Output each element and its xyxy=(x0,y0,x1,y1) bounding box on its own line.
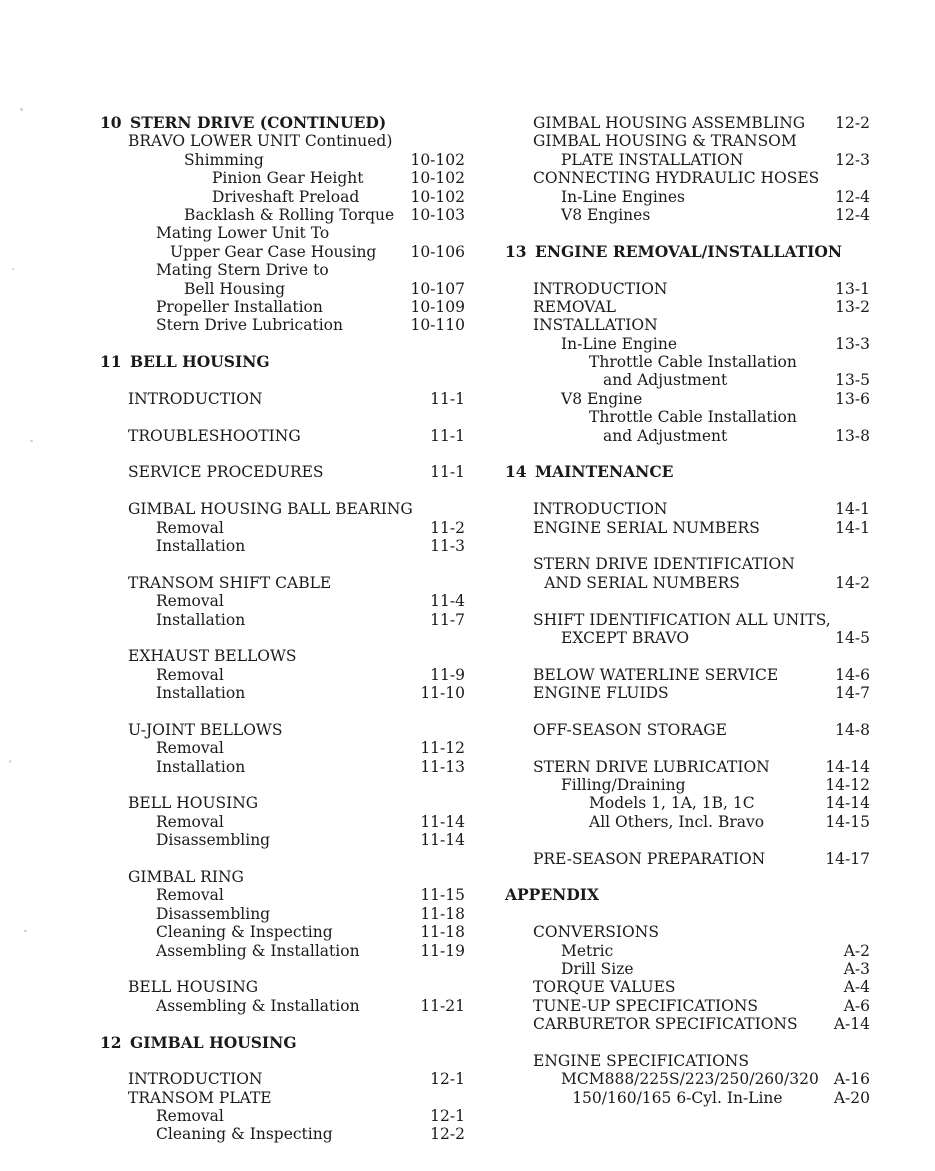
entry-title: STERN DRIVE LUBRICATION xyxy=(533,757,770,776)
page-number: 10-106 xyxy=(410,242,465,261)
spacer xyxy=(505,592,870,610)
toc-entry xyxy=(100,611,465,629)
page-number: A-6 xyxy=(843,996,870,1015)
entry-title: CARBURETOR SPECIFICATIONS xyxy=(533,1015,798,1034)
toc-left-column xyxy=(100,114,465,1144)
spacer xyxy=(100,482,465,500)
entry-title: INTRODUCTION xyxy=(128,389,263,408)
page-number: 11-18 xyxy=(420,904,465,923)
toc-entry xyxy=(100,831,465,849)
entry-title: Mating Lower Unit To xyxy=(156,224,330,243)
entry-title: Removal xyxy=(156,739,224,758)
entry-title: INTRODUCTION xyxy=(533,279,668,298)
page-number: 11-4 xyxy=(430,592,465,611)
page-number: 14-8 xyxy=(835,720,870,739)
section-number: 13 xyxy=(505,241,527,261)
entry-title: Backlash & Rolling Torque xyxy=(184,205,395,224)
entry-title: Removal xyxy=(156,1107,224,1126)
page-number: 12-4 xyxy=(835,187,870,206)
toc-entry xyxy=(100,132,465,150)
page-number: 14-1 xyxy=(835,500,870,519)
page-number: 11-19 xyxy=(420,941,465,960)
entry-title: In-Line Engine xyxy=(561,334,678,353)
toc-entry xyxy=(505,923,870,941)
entry-title: Metric xyxy=(561,941,614,960)
toc-entry xyxy=(100,463,465,481)
entry-title: GIMBAL RING xyxy=(128,868,244,887)
toc-entry xyxy=(100,151,465,169)
entry-title: ENGINE REMOVAL/INSTALLATION xyxy=(535,241,843,261)
page-number: 12-2 xyxy=(835,114,870,132)
entry-title: GIMBAL HOUSING ASSEMBLING xyxy=(533,114,806,132)
spacer xyxy=(100,960,465,978)
page-number: 10-110 xyxy=(410,316,465,335)
toc-entry xyxy=(505,997,870,1015)
toc-entry xyxy=(100,500,465,518)
page-number: 12-3 xyxy=(835,150,870,169)
spacer xyxy=(505,482,870,500)
toc-entry xyxy=(505,519,870,537)
toc-entry xyxy=(505,188,870,206)
spacer xyxy=(505,703,870,721)
entry-title: BELL HOUSING xyxy=(130,352,270,372)
toc-entry xyxy=(505,151,870,169)
toc-entry xyxy=(100,923,465,941)
entry-title: BELL HOUSING xyxy=(128,794,259,813)
page-number: 11-9 xyxy=(430,665,465,684)
spacer xyxy=(505,1034,870,1052)
toc-entry xyxy=(100,905,465,923)
page-number: 14-14 xyxy=(825,757,870,776)
page-number: 11-15 xyxy=(420,886,465,905)
entry-title: PLATE INSTALLATION xyxy=(561,150,744,169)
scan-speck xyxy=(20,108,23,111)
toc-entry xyxy=(505,960,870,978)
page-number: 11-14 xyxy=(420,812,465,831)
page-number: 10-102 xyxy=(410,169,465,188)
toc-entry xyxy=(100,427,465,445)
toc-entry xyxy=(505,114,870,132)
page-number: A-14 xyxy=(833,1015,870,1034)
scan-speck xyxy=(24,930,27,932)
spacer xyxy=(100,555,465,573)
toc-entry xyxy=(505,611,870,629)
entry-title: PRE-SEASON PREPARATION xyxy=(533,849,766,868)
appendix-heading xyxy=(505,886,870,904)
entry-title: V8 Engines xyxy=(561,205,651,224)
toc-entry xyxy=(100,206,465,224)
section-number: 12 xyxy=(100,1032,122,1052)
entry-title: AND SERIAL NUMBERS xyxy=(544,573,740,592)
spacer xyxy=(505,868,870,886)
entry-title: and Adjustment xyxy=(603,371,728,390)
spacer xyxy=(100,1052,465,1070)
toc-entry xyxy=(100,647,465,665)
page-number: 11-21 xyxy=(420,996,465,1015)
section-heading xyxy=(505,243,870,261)
toc-entry xyxy=(505,758,870,776)
spacer xyxy=(100,1015,465,1033)
entry-title: Driveshaft Preload xyxy=(212,187,360,206)
entry-title: Propeller Installation xyxy=(156,297,323,316)
toc-entry xyxy=(505,1089,870,1107)
page-number: 11-1 xyxy=(430,426,465,445)
toc-entry xyxy=(100,243,465,261)
toc-entry xyxy=(505,280,870,298)
entry-title: Models 1, 1A, 1B, 1C xyxy=(589,794,755,813)
entry-title: STERN DRIVE (CONTINUED) xyxy=(130,113,387,132)
spacer xyxy=(100,408,465,426)
scan-speck xyxy=(30,440,33,442)
toc-entry xyxy=(100,813,465,831)
toc-entry xyxy=(505,666,870,684)
toc-entry xyxy=(100,721,465,739)
entry-title: GIMBAL HOUSING BALL BEARING xyxy=(128,500,413,519)
entry-title: ENGINE SERIAL NUMBERS xyxy=(533,518,760,537)
page-number: 14-15 xyxy=(825,812,870,831)
page-number: 11-2 xyxy=(430,518,465,537)
spacer xyxy=(505,445,870,463)
page-number: 14-2 xyxy=(835,573,870,592)
spacer xyxy=(100,703,465,721)
page-number: 12-1 xyxy=(430,1107,465,1126)
page-number: 14-5 xyxy=(835,628,870,647)
section-number: 11 xyxy=(100,352,122,372)
page-number: 11-12 xyxy=(420,739,465,758)
entry-title: Assembling & Installation xyxy=(156,941,360,960)
page-number: 13-3 xyxy=(835,334,870,353)
toc-entry xyxy=(100,574,465,592)
entry-title: Disassembling xyxy=(156,904,271,923)
entry-title: TROUBLESHOOTING xyxy=(128,426,301,445)
toc-entry xyxy=(505,1070,870,1088)
toc-entry xyxy=(100,758,465,776)
entry-title: In-Line Engines xyxy=(561,187,685,206)
spacer xyxy=(100,776,465,794)
entry-title: CONVERSIONS xyxy=(533,923,659,942)
toc-entry xyxy=(505,371,870,389)
toc-entry xyxy=(505,794,870,812)
page-number: 10-109 xyxy=(410,297,465,316)
page-number: A-20 xyxy=(833,1088,870,1107)
entry-title: TRANSOM SHIFT CABLE xyxy=(128,573,332,592)
entry-title: GIMBAL HOUSING xyxy=(130,1032,297,1052)
toc-entry xyxy=(100,224,465,242)
toc-entry xyxy=(505,132,870,150)
toc-entry xyxy=(505,353,870,371)
toc-entry xyxy=(100,261,465,279)
page-number: 11-1 xyxy=(430,463,465,482)
entry-title: INSTALLATION xyxy=(533,316,658,335)
entry-title: Assembling & Installation xyxy=(156,996,360,1015)
entry-title: MCM888/225S/223/250/260/320 xyxy=(561,1070,819,1089)
toc-entry xyxy=(505,298,870,316)
page-number: A-4 xyxy=(843,978,870,997)
entry-title: Upper Gear Case Housing xyxy=(170,242,377,261)
spacer xyxy=(505,831,870,849)
toc-entry xyxy=(505,555,870,573)
section-heading xyxy=(100,353,465,371)
page-number: 14-1 xyxy=(835,518,870,537)
entry-title: APPENDIX xyxy=(505,885,600,905)
spacer xyxy=(505,224,870,242)
toc-entry xyxy=(100,169,465,187)
entry-title: GIMBAL HOUSING & TRANSOM xyxy=(533,132,797,151)
entry-title: Throttle Cable Installation xyxy=(589,353,797,372)
page-number: 10-102 xyxy=(410,150,465,169)
page-number: 14-6 xyxy=(835,665,870,684)
entry-title: Removal xyxy=(156,518,224,537)
entry-title: V8 Engine xyxy=(561,389,643,408)
page-number: 14-17 xyxy=(825,849,870,868)
toc-entry xyxy=(100,1089,465,1107)
page-number: 12-2 xyxy=(430,1125,465,1144)
page-number: A-3 xyxy=(843,959,870,978)
spacer xyxy=(100,445,465,463)
entry-title: Cleaning & Inspecting xyxy=(156,923,333,942)
page-number: 11-14 xyxy=(420,831,465,850)
entry-title: Installation xyxy=(156,757,246,776)
page-number: 11-13 xyxy=(420,757,465,776)
toc-entry xyxy=(100,1107,465,1125)
page-number: 13-5 xyxy=(835,371,870,390)
spacer xyxy=(100,335,465,353)
toc-entry xyxy=(505,206,870,224)
entry-title: Disassembling xyxy=(156,831,271,850)
page-number: 11-18 xyxy=(420,923,465,942)
section-number: 10 xyxy=(100,113,122,132)
entry-title: ENGINE SPECIFICATIONS xyxy=(533,1051,749,1070)
entry-title: INTRODUCTION xyxy=(533,500,668,519)
entry-title: 150/160/165 6-Cyl. In-Line xyxy=(572,1088,783,1107)
toc-entry xyxy=(505,574,870,592)
entry-title: INTRODUCTION xyxy=(128,1070,263,1089)
toc-entry xyxy=(100,519,465,537)
toc-entry xyxy=(505,335,870,353)
section-heading xyxy=(100,1034,465,1052)
spacer xyxy=(505,647,870,665)
toc-entry xyxy=(505,427,870,445)
entry-title: Filling/Draining xyxy=(561,776,686,795)
entry-title: U-JOINT BELLOWS xyxy=(128,720,283,739)
entry-title: Removal xyxy=(156,665,224,684)
toc-entry xyxy=(100,592,465,610)
spacer xyxy=(100,629,465,647)
page-number: 11-1 xyxy=(430,389,465,408)
toc-entry xyxy=(505,316,870,334)
entry-title: Shimming xyxy=(184,150,264,169)
page-number: A-2 xyxy=(843,941,870,960)
spacer xyxy=(505,261,870,279)
toc-entry xyxy=(100,188,465,206)
entry-title: Cleaning & Inspecting xyxy=(156,1125,333,1144)
toc-entry xyxy=(100,298,465,316)
toc-entry xyxy=(505,1015,870,1033)
toc-entry xyxy=(505,408,870,426)
toc-entry xyxy=(100,390,465,408)
entry-title: Installation xyxy=(156,610,246,629)
entry-title: and Adjustment xyxy=(603,426,728,445)
scan-speck xyxy=(9,760,11,763)
toc-entry xyxy=(505,1052,870,1070)
entry-title: ENGINE FLUIDS xyxy=(533,684,669,703)
page-number: 10-103 xyxy=(410,205,465,224)
entry-title: BRAVO LOWER UNIT Continued) xyxy=(128,132,393,151)
page-number: 11-3 xyxy=(430,536,465,555)
toc-entry xyxy=(100,280,465,298)
entry-title: TUNE-UP SPECIFICATIONS xyxy=(533,996,758,1015)
spacer xyxy=(505,739,870,757)
entry-title: Stern Drive Lubrication xyxy=(156,316,343,335)
page-number: 14-7 xyxy=(835,684,870,703)
page-number: 11-7 xyxy=(430,610,465,629)
entry-title: Throttle Cable Installation xyxy=(589,408,797,427)
toc-right-column xyxy=(505,114,870,1107)
toc-entry xyxy=(505,629,870,647)
spacer xyxy=(100,850,465,868)
toc-entry xyxy=(100,666,465,684)
entry-title: Drill Size xyxy=(561,959,634,978)
entry-title: EXCEPT BRAVO xyxy=(561,628,690,647)
toc-entry xyxy=(505,978,870,996)
toc-entry xyxy=(100,316,465,334)
toc-entry xyxy=(100,1125,465,1143)
spacer xyxy=(505,905,870,923)
page-number: 14-14 xyxy=(825,794,870,813)
toc-entry xyxy=(100,1070,465,1088)
entry-title: Removal xyxy=(156,592,224,611)
entry-title: OFF-SEASON STORAGE xyxy=(533,720,727,739)
page-number: 13-2 xyxy=(835,297,870,316)
toc-entry xyxy=(505,500,870,518)
section-heading xyxy=(100,114,465,132)
page-number: 10-102 xyxy=(410,187,465,206)
toc-entry xyxy=(505,169,870,187)
toc-entry xyxy=(505,390,870,408)
spacer xyxy=(100,371,465,389)
entry-title: Pinion Gear Height xyxy=(212,169,364,188)
entry-title: CONNECTING HYDRAULIC HOSES xyxy=(533,169,820,188)
entry-title: Removal xyxy=(156,886,224,905)
toc-entry xyxy=(505,684,870,702)
page-number: 12-1 xyxy=(430,1070,465,1089)
entry-title: MAINTENANCE xyxy=(535,462,674,482)
entry-title: Removal xyxy=(156,812,224,831)
toc-entry xyxy=(100,868,465,886)
entry-title: BELOW WATERLINE SERVICE xyxy=(533,665,779,684)
entry-title: EXHAUST BELLOWS xyxy=(128,647,297,666)
toc-entry xyxy=(100,739,465,757)
page-number: A-16 xyxy=(833,1070,870,1089)
page-number: 10-107 xyxy=(410,279,465,298)
entry-title: Installation xyxy=(156,536,246,555)
entry-title: SHIFT IDENTIFICATION ALL UNITS, xyxy=(533,610,831,629)
page-number: 13-1 xyxy=(835,279,870,298)
toc-entry xyxy=(505,942,870,960)
page-number: 13-8 xyxy=(835,426,870,445)
toc-entry xyxy=(505,813,870,831)
entry-title: Bell Housing xyxy=(184,279,286,298)
toc-entry xyxy=(100,886,465,904)
entry-title: TRANSOM PLATE xyxy=(128,1088,272,1107)
page-number: 13-6 xyxy=(835,389,870,408)
toc-entry xyxy=(505,850,870,868)
entry-title: Installation xyxy=(156,684,246,703)
entry-title: Mating Stern Drive to xyxy=(156,261,329,280)
scan-speck xyxy=(12,268,14,270)
entry-title: TORQUE VALUES xyxy=(533,978,676,997)
toc-entry xyxy=(505,776,870,794)
spacer xyxy=(505,537,870,555)
section-heading xyxy=(505,463,870,481)
entry-title: STERN DRIVE IDENTIFICATION xyxy=(533,555,795,574)
toc-entry xyxy=(100,537,465,555)
entry-title: BELL HOUSING xyxy=(128,978,259,997)
toc-entry xyxy=(100,942,465,960)
page-number: 11-10 xyxy=(420,684,465,703)
entry-title: REMOVAL xyxy=(533,297,616,316)
toc-entry xyxy=(100,997,465,1015)
toc-entry xyxy=(100,978,465,996)
page-number: 14-12 xyxy=(825,776,870,795)
toc-entry xyxy=(505,721,870,739)
toc-entry xyxy=(100,684,465,702)
page-number: 12-4 xyxy=(835,205,870,224)
section-number: 14 xyxy=(505,462,527,482)
entry-title: All Others, Incl. Bravo xyxy=(589,812,765,831)
toc-entry xyxy=(100,794,465,812)
entry-title: SERVICE PROCEDURES xyxy=(128,463,324,482)
